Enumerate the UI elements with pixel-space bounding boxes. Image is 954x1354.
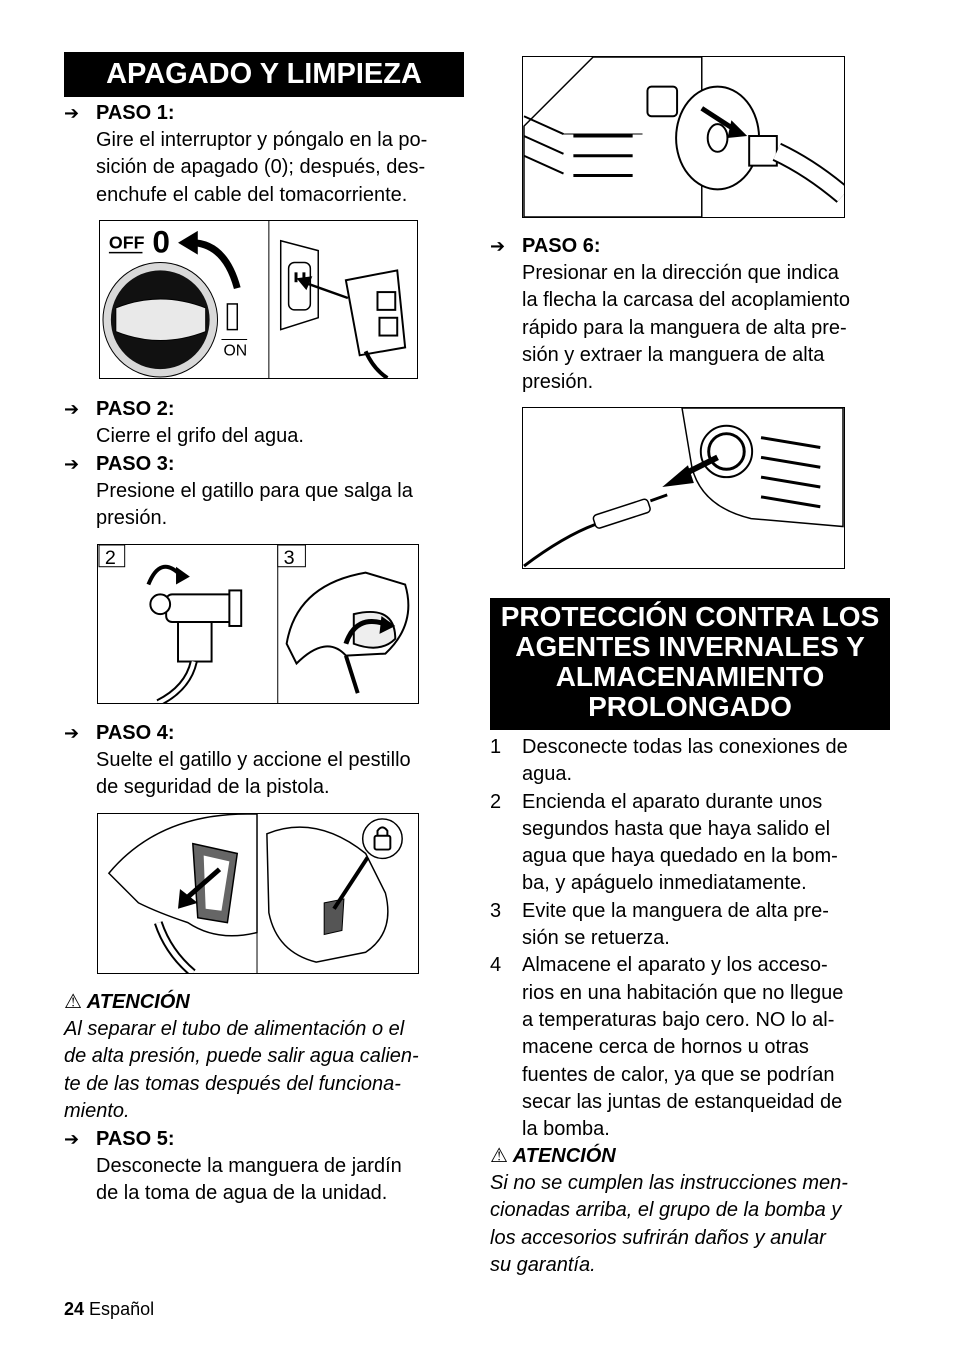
- text-line: rápido para la manguera de alta pre-: [522, 316, 847, 339]
- off-label: OFF: [108, 232, 145, 253]
- warning-heading: [64, 989, 190, 1016]
- step-3-heading: [64, 451, 175, 478]
- step-1-text: [96, 127, 427, 209]
- text-line: agua.: [522, 763, 573, 786]
- step-3-text: [96, 478, 413, 533]
- arrow-right-icon: ➔: [64, 399, 80, 419]
- tap-trigger-illustration: [98, 545, 418, 703]
- one-label: [227, 304, 237, 330]
- text-line: secar las juntas de estanqueidad de: [522, 1090, 843, 1113]
- text-line: te de las tomas después del funciona-: [64, 1072, 401, 1095]
- zero-label: 0: [152, 223, 170, 260]
- page-number: 24: [64, 1299, 85, 1319]
- text-line: Si no se cumplen las instrucciones men-: [490, 1172, 848, 1194]
- step-5-text: [96, 1153, 402, 1208]
- text-line: los accesorios sufrirán daños y anular: [490, 1226, 826, 1249]
- text-line: fuentes de calor, ya que se podrían: [522, 1063, 835, 1086]
- list-number: 1: [490, 736, 502, 758]
- list-item: [490, 952, 848, 1143]
- arrow-right-icon: ➔: [64, 723, 80, 743]
- text-line: rios en una habitación que no llegue: [522, 981, 844, 1004]
- page-footer: [64, 1298, 154, 1320]
- trigger-lock-illustration: [98, 814, 418, 973]
- text-line: Presionar en la dirección que indica: [522, 262, 839, 284]
- step-6-heading: [490, 233, 601, 260]
- step-1-heading: [64, 100, 175, 127]
- text-line: Desconecte la manguera de jardín: [96, 1155, 402, 1177]
- step-4-label: PASO 4:: [96, 722, 175, 744]
- step-2-text: [96, 423, 304, 450]
- step-2-heading: [64, 396, 175, 423]
- text-line: de alta presión, puede salir agua calien-: [64, 1045, 419, 1068]
- heading-line: AGENTES INVERNALES Y: [515, 631, 865, 662]
- text-line: Al separar el tubo de alimentación o el: [64, 1018, 405, 1040]
- figure-switch-and-plug: [99, 220, 418, 379]
- text-line: agua que haya quedado en la bom-: [522, 845, 838, 868]
- list-number: 3: [490, 899, 502, 922]
- figure-tap-and-trigger: [97, 544, 419, 704]
- figure-number-3: 3: [283, 546, 295, 569]
- storage-list: [490, 734, 848, 1143]
- text-line: Suelte el gatillo y accione el pestillo: [96, 749, 411, 771]
- step-6-label: PASO 6:: [522, 235, 601, 257]
- arrow-right-icon: ➔: [64, 1129, 80, 1149]
- step-4-heading: [64, 720, 175, 747]
- page-language: Español: [89, 1299, 155, 1319]
- on-label: ON: [223, 342, 248, 360]
- text-line: a temperaturas bajo cero. NO lo al-: [522, 1008, 835, 1031]
- garden-hose-illustration: [523, 57, 844, 217]
- step-3-label: PASO 3:: [96, 453, 175, 475]
- text-line: Gire el interruptor y póngalo en la po-: [96, 129, 428, 151]
- text-line: macene cerca de hornos u otras: [522, 1036, 809, 1059]
- arrow-right-icon: ➔: [64, 103, 80, 123]
- text-line: de la toma de agua de la unidad.: [96, 1182, 388, 1205]
- text-line: cionadas arriba, el grupo de la bomba y: [490, 1199, 842, 1222]
- text-line: su garantía.: [490, 1253, 596, 1276]
- text-line: Cierre el grifo del agua.: [96, 425, 304, 447]
- step-5-heading: [64, 1126, 175, 1153]
- text-line: Evite que la manguera de alta pre-: [522, 899, 829, 922]
- list-item: [490, 898, 848, 953]
- warning-triangle-icon: ⚠: [64, 991, 82, 1013]
- high-pressure-hose-illustration: [523, 408, 844, 568]
- list-number: 4: [490, 954, 502, 977]
- warning-triangle-icon: ⚠: [490, 1145, 508, 1167]
- figure-garden-hose-disconnect: [522, 56, 845, 218]
- warning-label: ATENCIÓN: [512, 1145, 616, 1167]
- text-line: presión.: [96, 507, 168, 530]
- text-line: de seguridad de la pistola.: [96, 776, 330, 799]
- heading-line: PROLONGADO: [588, 691, 792, 722]
- arrow-right-icon: ➔: [64, 454, 80, 474]
- figure-high-pressure-hose-disconnect: [522, 407, 845, 569]
- text-line: sición de apagado (0); después, des-: [96, 156, 426, 179]
- list-item: [490, 789, 848, 898]
- warning-label: ATENCIÓN: [86, 991, 190, 1013]
- text-line: enchufe el cable del tomacorriente.: [96, 183, 408, 206]
- switch-plug-illustration: [100, 221, 417, 378]
- text-line: sión se retuerza.: [522, 927, 670, 950]
- text-line: presión.: [522, 371, 594, 394]
- arrow-right-icon: ➔: [490, 236, 506, 256]
- warning-text: [490, 1170, 848, 1279]
- list-number: 2: [490, 790, 502, 813]
- text-line: Encienda el aparato durante unos: [522, 790, 823, 813]
- step-4-text: [96, 747, 411, 802]
- figure-trigger-lock: [97, 813, 419, 974]
- step-2-label: PASO 2:: [96, 398, 175, 420]
- text-line: segundos hasta que haya salido el: [522, 817, 831, 840]
- section-heading-shutdown: APAGADO Y LIMPIEZA: [64, 52, 464, 97]
- text-line: Desconecte todas las conexiones de: [522, 736, 848, 758]
- text-line: la bomba.: [522, 1118, 610, 1141]
- heading-line: ALMACENAMIENTO: [555, 661, 825, 692]
- list-item: [490, 734, 848, 789]
- text-line: Almacene el aparato y los acceso-: [522, 954, 828, 977]
- section-heading-winter-storage: [490, 598, 890, 730]
- figure-number-2: 2: [104, 546, 116, 569]
- text-line: ba, y apáguelo inmediatamente.: [522, 872, 807, 895]
- warning-heading: [490, 1143, 616, 1170]
- text-line: la flecha la carcasa del acoplamiento: [522, 289, 850, 312]
- step-1-label: PASO 1:: [96, 102, 175, 124]
- text-line: Presione el gatillo para que salga la: [96, 480, 413, 502]
- heading-line: PROTECCIÓN CONTRA LOS: [500, 601, 880, 632]
- text-line: sión y extraer la manguera de alta: [522, 343, 825, 366]
- warning-text: [64, 1016, 419, 1125]
- text-line: miento.: [64, 1099, 130, 1122]
- step-6-text: [522, 260, 850, 396]
- step-5-label: PASO 5:: [96, 1128, 175, 1150]
